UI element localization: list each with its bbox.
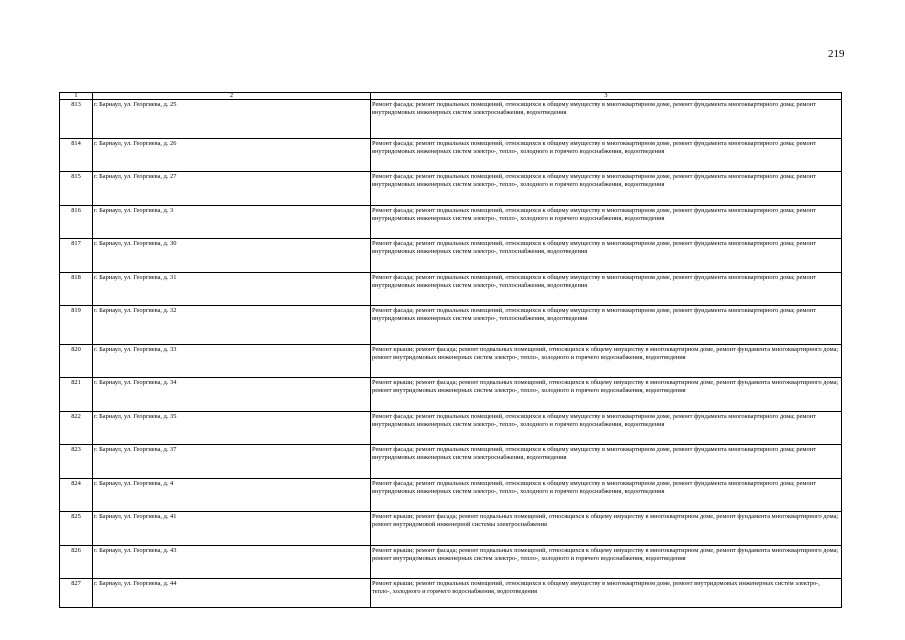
table-row xyxy=(60,239,842,273)
row-works: Ремонт фасада; ремонт подвальных помещений, относящихся к общему имуществу в многоквартирном доме, ремонт фундамента многоквартирного дома; ремонт внутридомовых инженерных систем электроснабжения, водоотведения xyxy=(371,100,842,139)
row-address: г. Барнаул, ул. Георгиева, д. 33 xyxy=(93,344,371,378)
table-row xyxy=(60,138,842,172)
row-works: Ремонт крыши; ремонт фасада; ремонт подвальных помещений, относящихся к общему имуществу в многоквартирном доме, ремонт фундамента многоквартирного дома; ремонт внутридомовой инженерной системы электроснабжения xyxy=(371,512,842,546)
row-works: Ремонт фасада; ремонт подвальных помещений, относящихся к общему имуществу в многоквартирном доме, ремонт фундамента многоквартирного дома; ремонт внутридомовых инженерных систем электро-, теплоснабжения, водоотведения xyxy=(371,239,842,273)
row-address: г. Барнаул, ул. Георгиева, д. 37 xyxy=(93,445,371,479)
row-address: г. Барнаул, ул. Георгиева, д. 34 xyxy=(93,378,371,412)
row-number: 816 xyxy=(60,205,93,239)
row-number: 817 xyxy=(60,239,93,273)
table-row xyxy=(60,445,842,479)
column-header-number: 1 xyxy=(60,93,93,100)
row-address: г. Барнаул, ул. Георгиева, д. 44 xyxy=(93,579,371,608)
table-row xyxy=(60,411,842,445)
row-number: 827 xyxy=(60,579,93,608)
row-number: 819 xyxy=(60,306,93,345)
table-row xyxy=(60,579,842,608)
row-address: г. Барнаул, ул. Георгиева, д. 27 xyxy=(93,172,371,206)
row-address: г. Барнаул, ул. Георгиева, д. 26 xyxy=(93,138,371,172)
row-number: 818 xyxy=(60,272,93,306)
row-address: г. Барнаул, ул. Георгиева, д. 35 xyxy=(93,411,371,445)
table-row xyxy=(60,545,842,579)
table-row xyxy=(60,272,842,306)
row-number: 824 xyxy=(60,478,93,512)
row-works: Ремонт крыши; ремонт фасада; ремонт подвальных помещений, относящихся к общему имуществу в многоквартирном доме, ремонт фундамента многоквартирного дома; ремонт внутридомовых инженерных систем электро-, тепло-, холодного и горячего водоснабжения, водоотведения xyxy=(371,378,842,412)
row-works: Ремонт крыши; ремонт фасада; ремонт подвальных помещений, относящихся к общему имуществу в многоквартирном доме, ремонт фундамента многоквартирного дома; ремонт внутридомовых инженерных систем электро-, тепло-, холодного и горячего водоснабжения, водоотведения xyxy=(371,344,842,378)
row-address: г. Барнаул, ул. Георгиева, д. 30 xyxy=(93,239,371,273)
table-row xyxy=(60,172,842,206)
table-row xyxy=(60,478,842,512)
row-address: г. Барнаул, ул. Георгиева, д. 31 xyxy=(93,272,371,306)
row-works: Ремонт крыши; ремонт фасада; ремонт подвальных помещений, относящихся к общему имуществу в многоквартирном доме, ремонт фундамента многоквартирного дома; ремонт внутридомовых инженерных систем электро-, тепло-, холодного и горячего водоснабжения, водоотведения xyxy=(371,545,842,579)
row-number: 815 xyxy=(60,172,93,206)
row-address: г. Барнаул, ул. Георгиева, д. 25 xyxy=(93,100,371,139)
column-header-works: 3 xyxy=(371,93,842,100)
row-address: г. Барнаул, ул. Георгиева, д. 43 xyxy=(93,545,371,579)
row-number: 821 xyxy=(60,378,93,412)
page-number: 219 xyxy=(828,48,845,60)
row-number: 820 xyxy=(60,344,93,378)
row-address: г. Барнаул, ул. Георгиева, д. 41 xyxy=(93,512,371,546)
row-number: 825 xyxy=(60,512,93,546)
table-row xyxy=(60,100,842,139)
row-number: 822 xyxy=(60,411,93,445)
row-works: Ремонт фасада; ремонт подвальных помещений, относящихся к общему имуществу в многоквартирном доме, ремонт фундамента многоквартирного дома; ремонт внутридомовых инженерных систем электро-, тепло-, холодного и горячего водоснабжения, водоотведения xyxy=(371,138,842,172)
table-row xyxy=(60,344,842,378)
row-works: Ремонт фасада; ремонт подвальных помещений, относящихся к общему имуществу в многоквартирном доме, ремонт фундамента многоквартирного дома; ремонт внутридомовых инженерных систем электроснабжения, водоотведения xyxy=(371,445,842,479)
row-works: Ремонт крыши; ремонт подвальных помещений, относящихся к общему имуществу в многоквартирном доме, ремонт внутридомовых инженерных систем электро-, тепло-, холодного и горячего водоснабжения, водоотведения xyxy=(371,579,842,608)
row-number: 826 xyxy=(60,545,93,579)
column-header-address: 2 xyxy=(93,93,371,100)
row-works: Ремонт фасада; ремонт подвальных помещений, относящихся к общему имуществу в многоквартирном доме, ремонт фундамента многоквартирного дома; ремонт внутридомовых инженерных систем электро-, тепло-, холодного и горячего водоснабжения, водоотведения xyxy=(371,411,842,445)
row-works: Ремонт фасада; ремонт подвальных помещений, относящихся к общему имуществу в многоквартирном доме, ремонт фундамента многоквартирного дома; ремонт внутридомовых инженерных систем электро-, тепло-, холодного и горячего водоснабжения, водоотведения xyxy=(371,478,842,512)
row-works: Ремонт фасада; ремонт подвальных помещений, относящихся к общему имуществу в многоквартирном доме, ремонт фундамента многоквартирного дома; ремонт внутридомовых инженерных систем электро-, тепло-, холодного и горячего водоснабжения, водоотведения xyxy=(371,172,842,206)
row-number: 814 xyxy=(60,138,93,172)
row-works: Ремонт фасада; ремонт подвальных помещений, относящихся к общему имуществу в многоквартирном доме, ремонт фундамента многоквартирного дома; ремонт внутридомовых инженерных систем электро-, теплоснабжения, водоотведения xyxy=(371,272,842,306)
table-header-row xyxy=(60,93,842,100)
table-row xyxy=(60,205,842,239)
table-row xyxy=(60,306,842,345)
row-address: г. Барнаул, ул. Георгиева, д. 32 xyxy=(93,306,371,345)
repair-register-table xyxy=(59,92,842,608)
table-row xyxy=(60,378,842,412)
row-works: Ремонт фасада; ремонт подвальных помещений, относящихся к общему имуществу в многоквартирном доме, ремонт фундамента многоквартирного дома; ремонт внутридомовых инженерных систем электро-, тепло-, холодного и горячего водоснабжения, водоотведения xyxy=(371,205,842,239)
table-row xyxy=(60,512,842,546)
row-number: 813 xyxy=(60,100,93,139)
row-works: Ремонт фасада; ремонт подвальных помещений, относящихся к общему имуществу в многоквартирном доме, ремонт фундамента многоквартирного дома; ремонт внутридомовых инженерных систем электро-, теплоснабжения, водоотведения xyxy=(371,306,842,345)
row-number: 823 xyxy=(60,445,93,479)
row-address: г. Барнаул, ул. Георгиева, д. 4 xyxy=(93,478,371,512)
row-address: г. Барнаул, ул. Георгиева, д. 3 xyxy=(93,205,371,239)
